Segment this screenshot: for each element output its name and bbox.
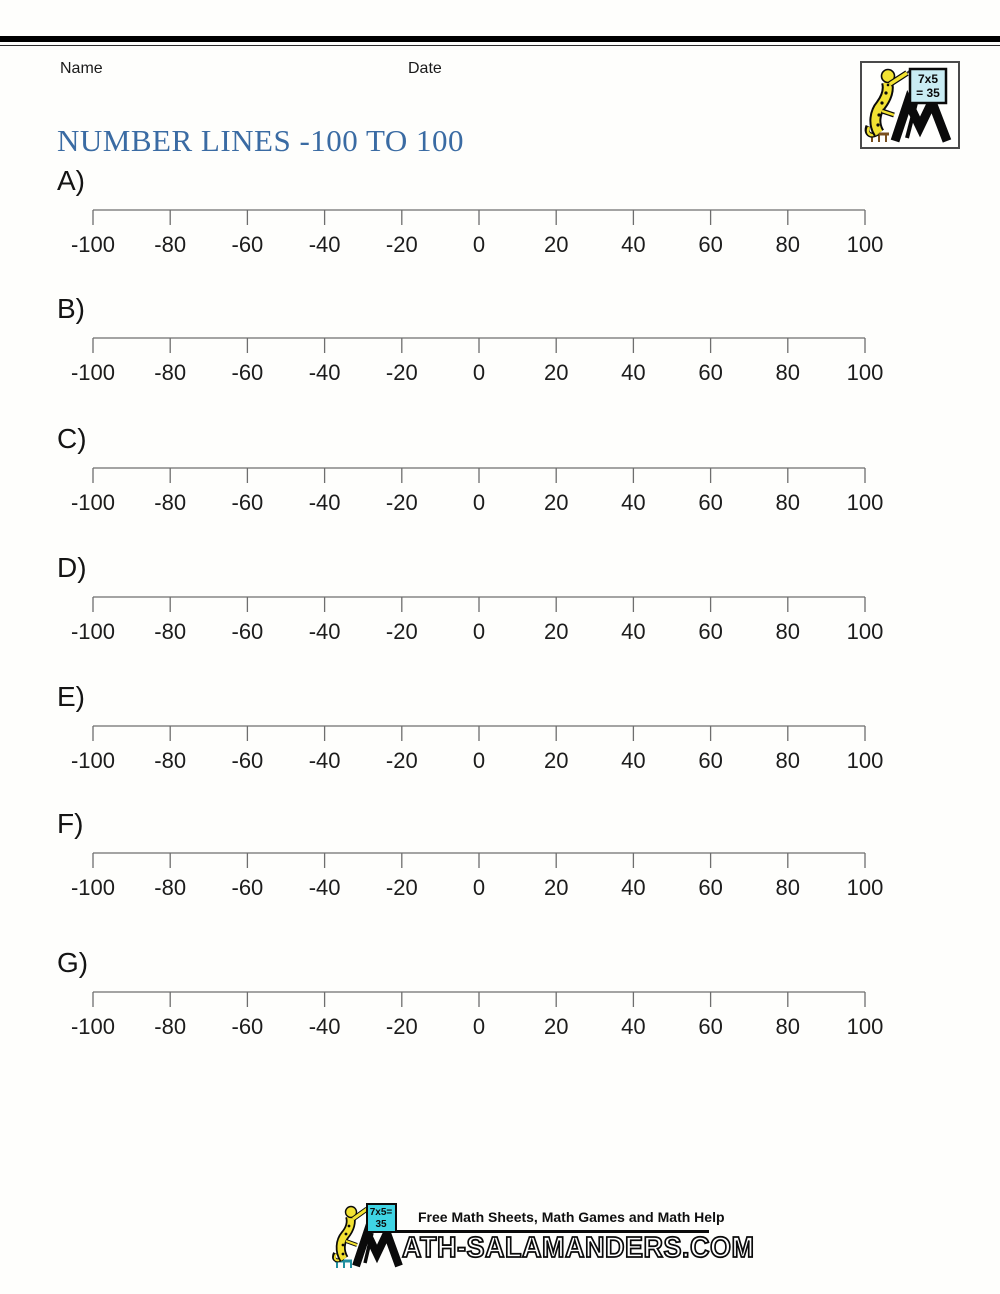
tick-value-label: 40 — [621, 490, 646, 515]
tick-value-label: -60 — [231, 490, 264, 515]
tick-value-label: -80 — [154, 360, 187, 385]
tick-value-label: -20 — [385, 232, 418, 257]
date-field-label: Date — [408, 60, 442, 77]
tick-value-label: 20 — [543, 748, 569, 773]
tick-value-label: 20 — [543, 490, 569, 515]
tick-value-label: -80 — [154, 232, 187, 257]
tick-value-label: -40 — [308, 619, 341, 644]
number-line-axis — [50, 985, 930, 1047]
footer-branding — [330, 1200, 755, 1278]
tick-value-label: -20 — [385, 875, 418, 900]
tick-value-label: -100 — [70, 360, 116, 385]
tick-value-label: -60 — [231, 360, 264, 385]
tick-value-label: -40 — [308, 875, 341, 900]
footer-salamander-logo-icon — [330, 1202, 410, 1270]
tick-value-label: 100 — [846, 748, 884, 773]
tick-value-label: -40 — [308, 232, 341, 257]
tick-value-label: 20 — [543, 619, 569, 644]
number-line-axis — [50, 331, 930, 393]
tick-value-label: 100 — [846, 1014, 884, 1039]
board-text-2: 35 — [375, 1219, 387, 1230]
footer-tagline: Free Math Sheets, Math Games and Math Help — [418, 1209, 725, 1225]
tick-value-label: 0 — [472, 619, 486, 644]
tick-value-label: 0 — [472, 875, 486, 900]
board-text-1: 7x5 — [917, 72, 939, 86]
number-line-axis — [50, 846, 930, 908]
tick-value-label: -80 — [154, 875, 187, 900]
tick-value-label: -100 — [70, 490, 116, 515]
tick-value-label: 100 — [846, 232, 884, 257]
tick-value-label: -20 — [385, 619, 418, 644]
tick-value-label: 0 — [472, 748, 486, 773]
page-title: NUMBER LINES -100 TO 100 — [57, 122, 464, 158]
row-letter-label: A) — [57, 165, 85, 196]
tick-value-label: -100 — [70, 232, 116, 257]
tick-value-label: 60 — [698, 619, 723, 644]
tick-value-label: 100 — [846, 490, 884, 515]
tick-value-label: 60 — [698, 1014, 723, 1039]
row-letter-label: D) — [57, 552, 87, 583]
tick-value-label: 80 — [775, 1014, 801, 1039]
tick-value-label: -60 — [231, 875, 264, 900]
tick-value-label: 80 — [775, 619, 801, 644]
page-top-border-thin — [0, 45, 1000, 46]
tick-value-label: 60 — [698, 490, 723, 515]
tick-value-label: -100 — [70, 619, 116, 644]
tick-value-label: -80 — [154, 1014, 187, 1039]
footer-site-name: ATH-SALAMANDERS.COM — [402, 1232, 755, 1264]
tick-value-label: 40 — [621, 748, 646, 773]
number-line-row-a — [0, 165, 1000, 265]
tick-value-label: 80 — [775, 748, 801, 773]
row-letter-label: B) — [57, 293, 85, 324]
tick-value-label: 0 — [472, 1014, 486, 1039]
logo-letter-m — [356, 1233, 399, 1266]
tick-value-label: -80 — [154, 490, 187, 515]
tick-value-label: 40 — [621, 1014, 646, 1039]
math-salamanders-logo — [860, 61, 960, 149]
tick-value-label: 40 — [621, 232, 646, 257]
tick-value-label: 80 — [775, 232, 801, 257]
number-line-row-d — [0, 552, 1000, 652]
logo-letter-m — [895, 102, 947, 141]
row-letter-label: F) — [57, 808, 84, 839]
tick-value-label: 0 — [472, 232, 486, 257]
row-letter-label: E) — [57, 681, 85, 712]
tick-value-label: 20 — [543, 875, 569, 900]
tick-value-label: 20 — [543, 232, 569, 257]
number-line-row-c — [0, 423, 1000, 523]
tick-value-label: 100 — [846, 875, 884, 900]
row-letter-label: G) — [57, 947, 89, 978]
tick-value-label: -40 — [308, 1014, 341, 1039]
tick-value-label: 40 — [621, 619, 646, 644]
tick-value-label: 0 — [472, 360, 486, 385]
tick-value-label: -60 — [231, 232, 264, 257]
tick-value-label: -40 — [308, 360, 341, 385]
tick-value-label: -40 — [308, 490, 341, 515]
number-line-row-e — [0, 681, 1000, 781]
tick-value-label: 60 — [698, 232, 723, 257]
tick-value-label: -20 — [385, 490, 418, 515]
tick-value-label: -80 — [154, 748, 187, 773]
tick-value-label: 80 — [775, 490, 801, 515]
number-line-axis — [50, 203, 930, 265]
tick-value-label: -100 — [70, 748, 116, 773]
tick-value-label: 100 — [846, 619, 884, 644]
name-field-label: Name — [60, 60, 103, 77]
tick-value-label: 60 — [698, 875, 723, 900]
board-text-2: = 35 — [916, 86, 940, 100]
number-line-axis — [50, 461, 930, 523]
tick-value-label: 100 — [846, 360, 884, 385]
page-top-border — [0, 36, 1000, 42]
tick-value-label: -40 — [308, 748, 341, 773]
tick-value-label: 80 — [775, 360, 801, 385]
board-text-1: 7x5= — [369, 1207, 393, 1218]
tick-value-label: -80 — [154, 619, 187, 644]
tick-value-label: 0 — [472, 490, 486, 515]
tick-value-label: -100 — [70, 875, 116, 900]
tick-value-label: -20 — [385, 748, 418, 773]
number-line-axis — [50, 719, 930, 781]
number-line-row-g — [0, 947, 1000, 1047]
tick-value-label: 80 — [775, 875, 801, 900]
tick-value-label: 40 — [621, 875, 646, 900]
tick-value-label: 60 — [698, 748, 723, 773]
tick-value-label: 20 — [543, 360, 569, 385]
tick-value-label: 60 — [698, 360, 723, 385]
tick-value-label: 40 — [621, 360, 646, 385]
salamander-logo-icon — [862, 63, 954, 143]
tick-value-label: -60 — [231, 748, 264, 773]
tick-value-label: -20 — [385, 360, 418, 385]
tick-value-label: -60 — [231, 1014, 264, 1039]
number-line-row-b — [0, 293, 1000, 393]
tick-value-label: -20 — [385, 1014, 418, 1039]
tick-value-label: 20 — [543, 1014, 569, 1039]
tick-value-label: -100 — [70, 1014, 116, 1039]
tick-value-label: -60 — [231, 619, 264, 644]
number-line-axis — [50, 590, 930, 652]
number-line-row-f — [0, 808, 1000, 908]
row-letter-label: C) — [57, 423, 87, 454]
